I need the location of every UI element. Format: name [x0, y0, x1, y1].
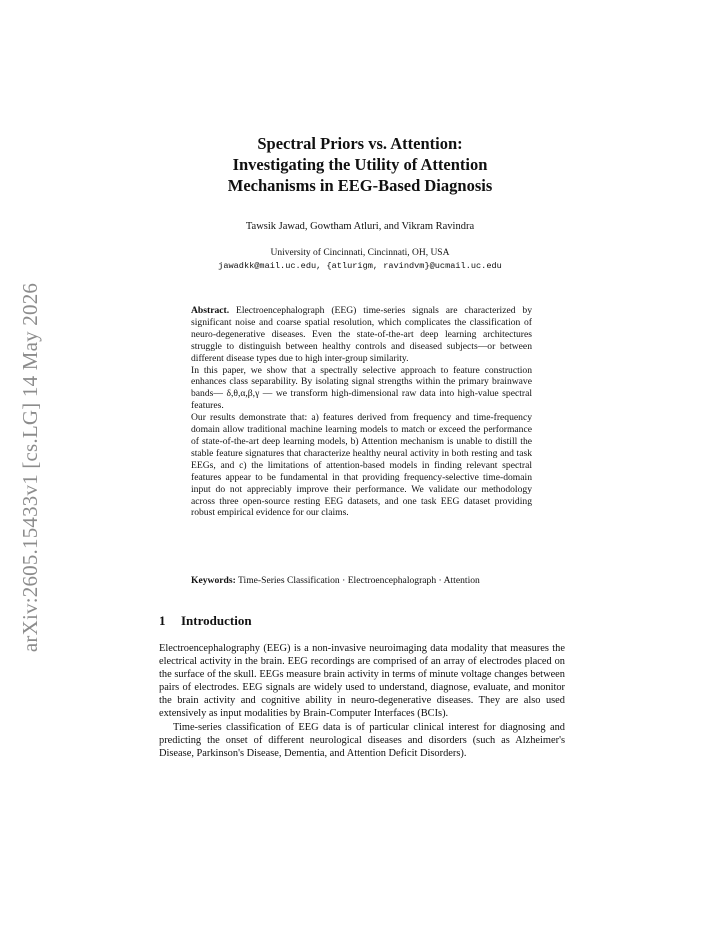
- title-line: Investigating the Utility of Attention: [232, 155, 488, 174]
- body-paragraph: Electroencephalography (EEG) is a non-invasive neuroimaging data modality that measures the electrical activity in the brain. EEG recordings are comprised of an array of electrodes placed on the surface of the skull. EEGs measure brain activity in terms of minute voltage changes between pairs of electrodes. EEG signals are widely used to understand, diagnose, evaluate, and monitor the brain activity and cognitive ability in neuro-degenerative diseases. They are also used extensively as input modalities by Brain-Computer Interfaces (BCIs).: [159, 643, 565, 720]
- author-list: Tawsik Jawad, Gowtham Atluri, and Vikram Ravindra: [245, 221, 475, 232]
- author-emails: jawadkk@mail.uc.edu, {atlurigm, ravindvm}@ucmail.uc.edu: [218, 261, 502, 271]
- abstract-paragraph: In this paper, we show that a spectrally selective approach to feature construction enhances class separability. By isolating signal strengths within the primary brainwave bands— δ,θ,α,β,γ — we transform high-dimensional raw data into high-value spectral features.: [191, 364, 532, 412]
- title-line: Mechanisms in EEG-Based Diagnosis: [227, 176, 493, 195]
- keywords-label: Keywords:: [191, 575, 236, 586]
- arxiv-watermark: [14, 257, 48, 677]
- abstract-text: Electroencephalograph (EEG) time-series signals are characterized by significant noise and coarse spatial resolution, which complicates the classification of neuro-degenerative diseases. Even the state-of-the-art deep learning architectures struggle to distinguish between healthy controls and diseased subjects—or between different disease types due to high inter-group similarity.: [191, 305, 532, 364]
- arxiv-identifier: arXiv:2605.15433v1 [cs.LG] 14 May 2026: [18, 282, 43, 652]
- title-line: Spectral Priors vs. Attention:: [257, 134, 463, 153]
- keywords-text: Time-Series Classification · Electroencephalograph · Attention: [238, 575, 480, 586]
- abstract-paragraph: Our results demonstrate that: a) features derived from frequency and time-frequency domain allow traditional machine learning models to match or exceed the performance of state-of-the-art deep learning models, b) Attention mechanism is unable to distill the stable feature signatures that characterize healthy neural activity in both resting and task EEGs, and c) the limitations of attention-based models in finding relevant spectral features appear to be fundamental in that providing frequency-selective time-domain input do not appreciably improve their performance. We validate our methodology across three open-source resting EEG datasets, and one task EEG dataset providing robust empirical evidence for our claims.: [191, 412, 532, 519]
- body-paragraph: Time-series classification of EEG data is of particular clinical interest for diagnosing and predicting the onset of different neurological diseases and disorders (such as Alzheimer's Disease, Parkinson's Disease, Dementia, and Attention Deficit Disorders).: [159, 721, 565, 759]
- introduction-body: [159, 642, 565, 760]
- abstract-paragraph: [191, 305, 532, 365]
- affiliation-block: [150, 247, 570, 273]
- section-title: Introduction: [181, 613, 252, 628]
- section-number: 1: [159, 613, 166, 628]
- abstract: [191, 305, 532, 519]
- keywords: [191, 575, 536, 587]
- section-heading: [159, 613, 252, 629]
- abstract-label: Abstract.: [191, 305, 230, 316]
- affiliation: University of Cincinnati, Cincinnati, OH, USA: [270, 248, 450, 258]
- paper-title: [150, 133, 570, 196]
